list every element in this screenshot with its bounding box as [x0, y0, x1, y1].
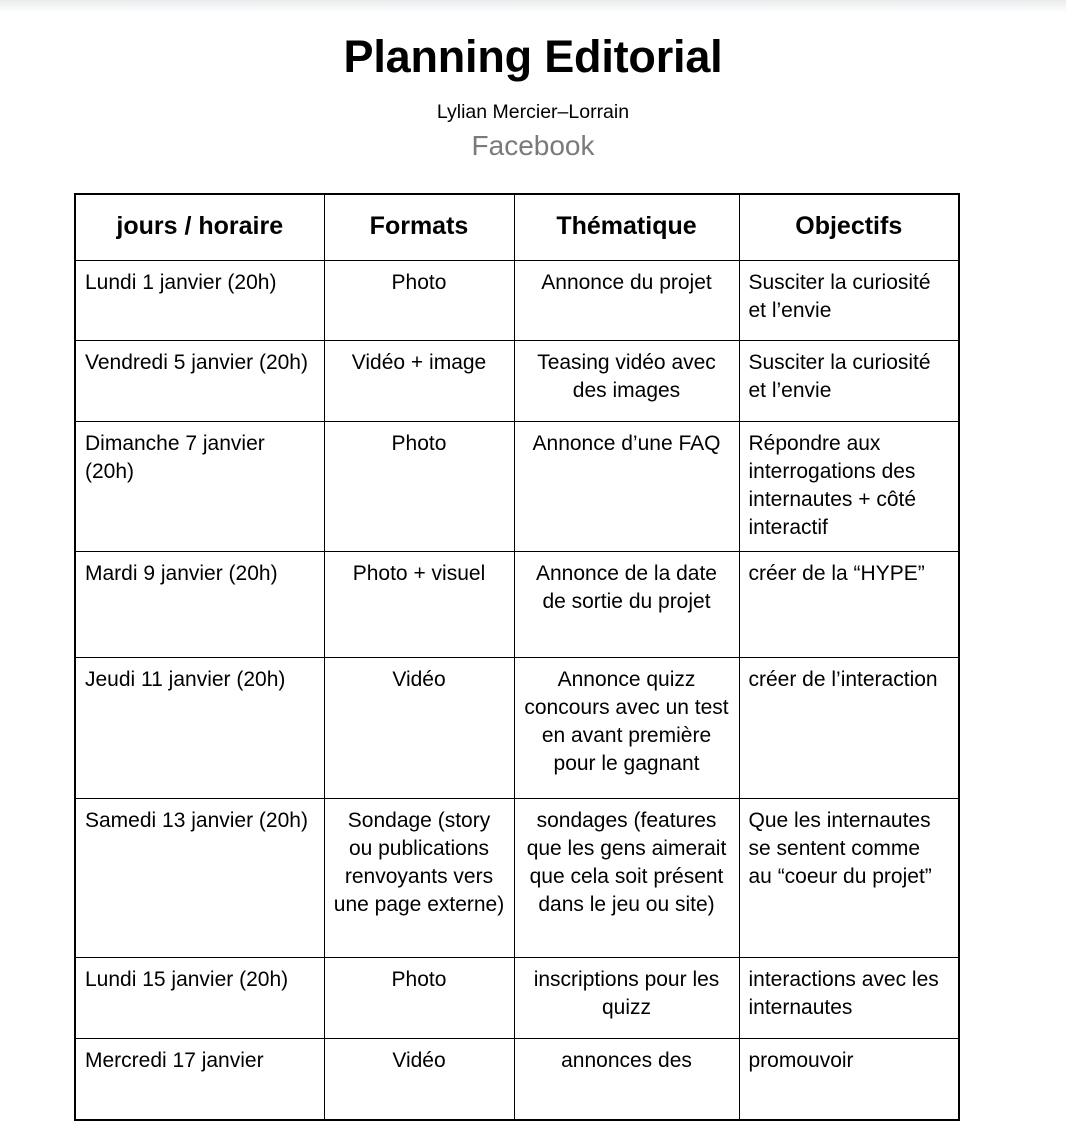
cell-text: Photo — [391, 968, 447, 992]
cell-text: sondages (features que les gens aimerait que cela soit présent dans le jeu ou site) — [526, 809, 727, 917]
planning-table-container — [0, 193, 1066, 1121]
cell-text: Susciter la curiosité et l’envie — [748, 350, 931, 402]
cell-text: Vidéo + image — [351, 350, 487, 374]
cell-jours-horaire — [75, 799, 324, 958]
cell-formats — [324, 799, 514, 958]
cell-formats — [324, 552, 514, 658]
cell-jours-horaire — [75, 552, 324, 658]
cell-text: Photo — [391, 431, 447, 455]
cell-formats — [324, 340, 514, 421]
column-header-formats: Formats — [324, 194, 514, 261]
cell-text: Jeudi 11 janvier (20h) — [85, 668, 286, 692]
cell-jours-horaire — [75, 958, 324, 1039]
cell-formats — [324, 260, 514, 340]
cell-formats — [324, 1039, 514, 1121]
cell-jours-horaire — [75, 658, 324, 799]
column-header-thematique: Thématique — [514, 194, 739, 261]
page-title: Planning Editorial — [343, 31, 723, 82]
cell-thematique — [514, 958, 739, 1039]
document-platform: Facebook — [471, 130, 595, 162]
cell-thematique — [514, 340, 739, 421]
cell-text: Photo — [391, 270, 447, 294]
cell-objectifs — [739, 552, 959, 658]
cell-text: Lundi 1 janvier (20h) — [85, 270, 277, 294]
cell-objectifs — [739, 799, 959, 958]
cell-formats — [324, 421, 514, 552]
cell-thematique — [514, 421, 739, 552]
cell-objectifs — [739, 340, 959, 421]
cell-text: interactions avec les internautes — [748, 968, 939, 1020]
table-header — [75, 194, 959, 261]
table-row — [75, 421, 959, 552]
cell-objectifs — [739, 958, 959, 1039]
column-header-objectifs: Objectifs — [739, 194, 959, 261]
cell-text: Susciter la curiosité et l’envie — [748, 270, 931, 322]
cell-objectifs — [739, 260, 959, 340]
cell-jours-horaire — [75, 340, 324, 421]
cell-text: Dimanche 7 janvier (20h) — [85, 431, 265, 483]
cell-thematique — [514, 260, 739, 340]
cell-text: inscriptions pour les quizz — [533, 968, 720, 1020]
cell-text: Lundi 15 janvier (20h) — [85, 968, 289, 992]
table-body — [75, 260, 959, 1120]
cell-thematique — [514, 552, 739, 658]
cell-text: créer de l’interaction — [748, 668, 938, 692]
table-row — [75, 260, 959, 340]
cell-text: Annonce du projet — [541, 270, 712, 294]
cell-text: Vidéo — [392, 668, 446, 692]
table-row — [75, 552, 959, 658]
cell-objectifs — [739, 1039, 959, 1121]
cell-text: annonces des — [561, 1049, 692, 1073]
column-header-jours-horaire: jours / horaire — [75, 194, 324, 261]
table-header-row — [75, 194, 959, 261]
cell-text: Vendredi 5 janvier (20h) — [85, 350, 308, 374]
cell-text: Que les internautes se sentent comme au “coeur du projet” — [748, 809, 932, 889]
table-row — [75, 658, 959, 799]
cell-objectifs — [739, 421, 959, 552]
cell-text: Annonce de la date de sortie du projet — [536, 562, 717, 614]
cell-text: Vidéo — [392, 1049, 446, 1073]
cell-thematique — [514, 799, 739, 958]
cell-text: Annonce quizz concours avec un test en avant première pour le gagnant — [524, 668, 729, 776]
cell-thematique — [514, 1039, 739, 1121]
cell-text: Teasing vidéo avec des images — [537, 350, 716, 402]
cell-formats — [324, 658, 514, 799]
table-row — [75, 1039, 959, 1121]
cell-jours-horaire — [75, 1039, 324, 1121]
cell-text: Sondage (story ou publications renvoyants vers une page externe) — [333, 809, 505, 917]
cell-text: Annonce d’une FAQ — [532, 431, 721, 455]
cell-jours-horaire — [75, 260, 324, 340]
cell-formats — [324, 958, 514, 1039]
planning-table — [74, 193, 960, 1121]
cell-jours-horaire — [75, 421, 324, 552]
cell-text: Répondre aux interrogations des internautes + côté interactif — [748, 431, 917, 539]
table-row — [75, 799, 959, 958]
cell-text: Mardi 9 janvier (20h) — [85, 562, 278, 586]
cell-text: Samedi 13 janvier (20h) — [85, 809, 308, 833]
cell-text: créer de la “HYPE” — [748, 562, 925, 586]
cell-text: Mercredi 17 janvier — [85, 1049, 264, 1073]
table-row — [75, 958, 959, 1039]
table-row — [75, 340, 959, 421]
cell-text: Photo + visuel — [352, 562, 486, 586]
cell-text: promouvoir — [748, 1049, 854, 1073]
cell-objectifs — [739, 658, 959, 799]
cell-thematique — [514, 658, 739, 799]
document-author: Lylian Mercier–Lorrain — [436, 101, 630, 124]
